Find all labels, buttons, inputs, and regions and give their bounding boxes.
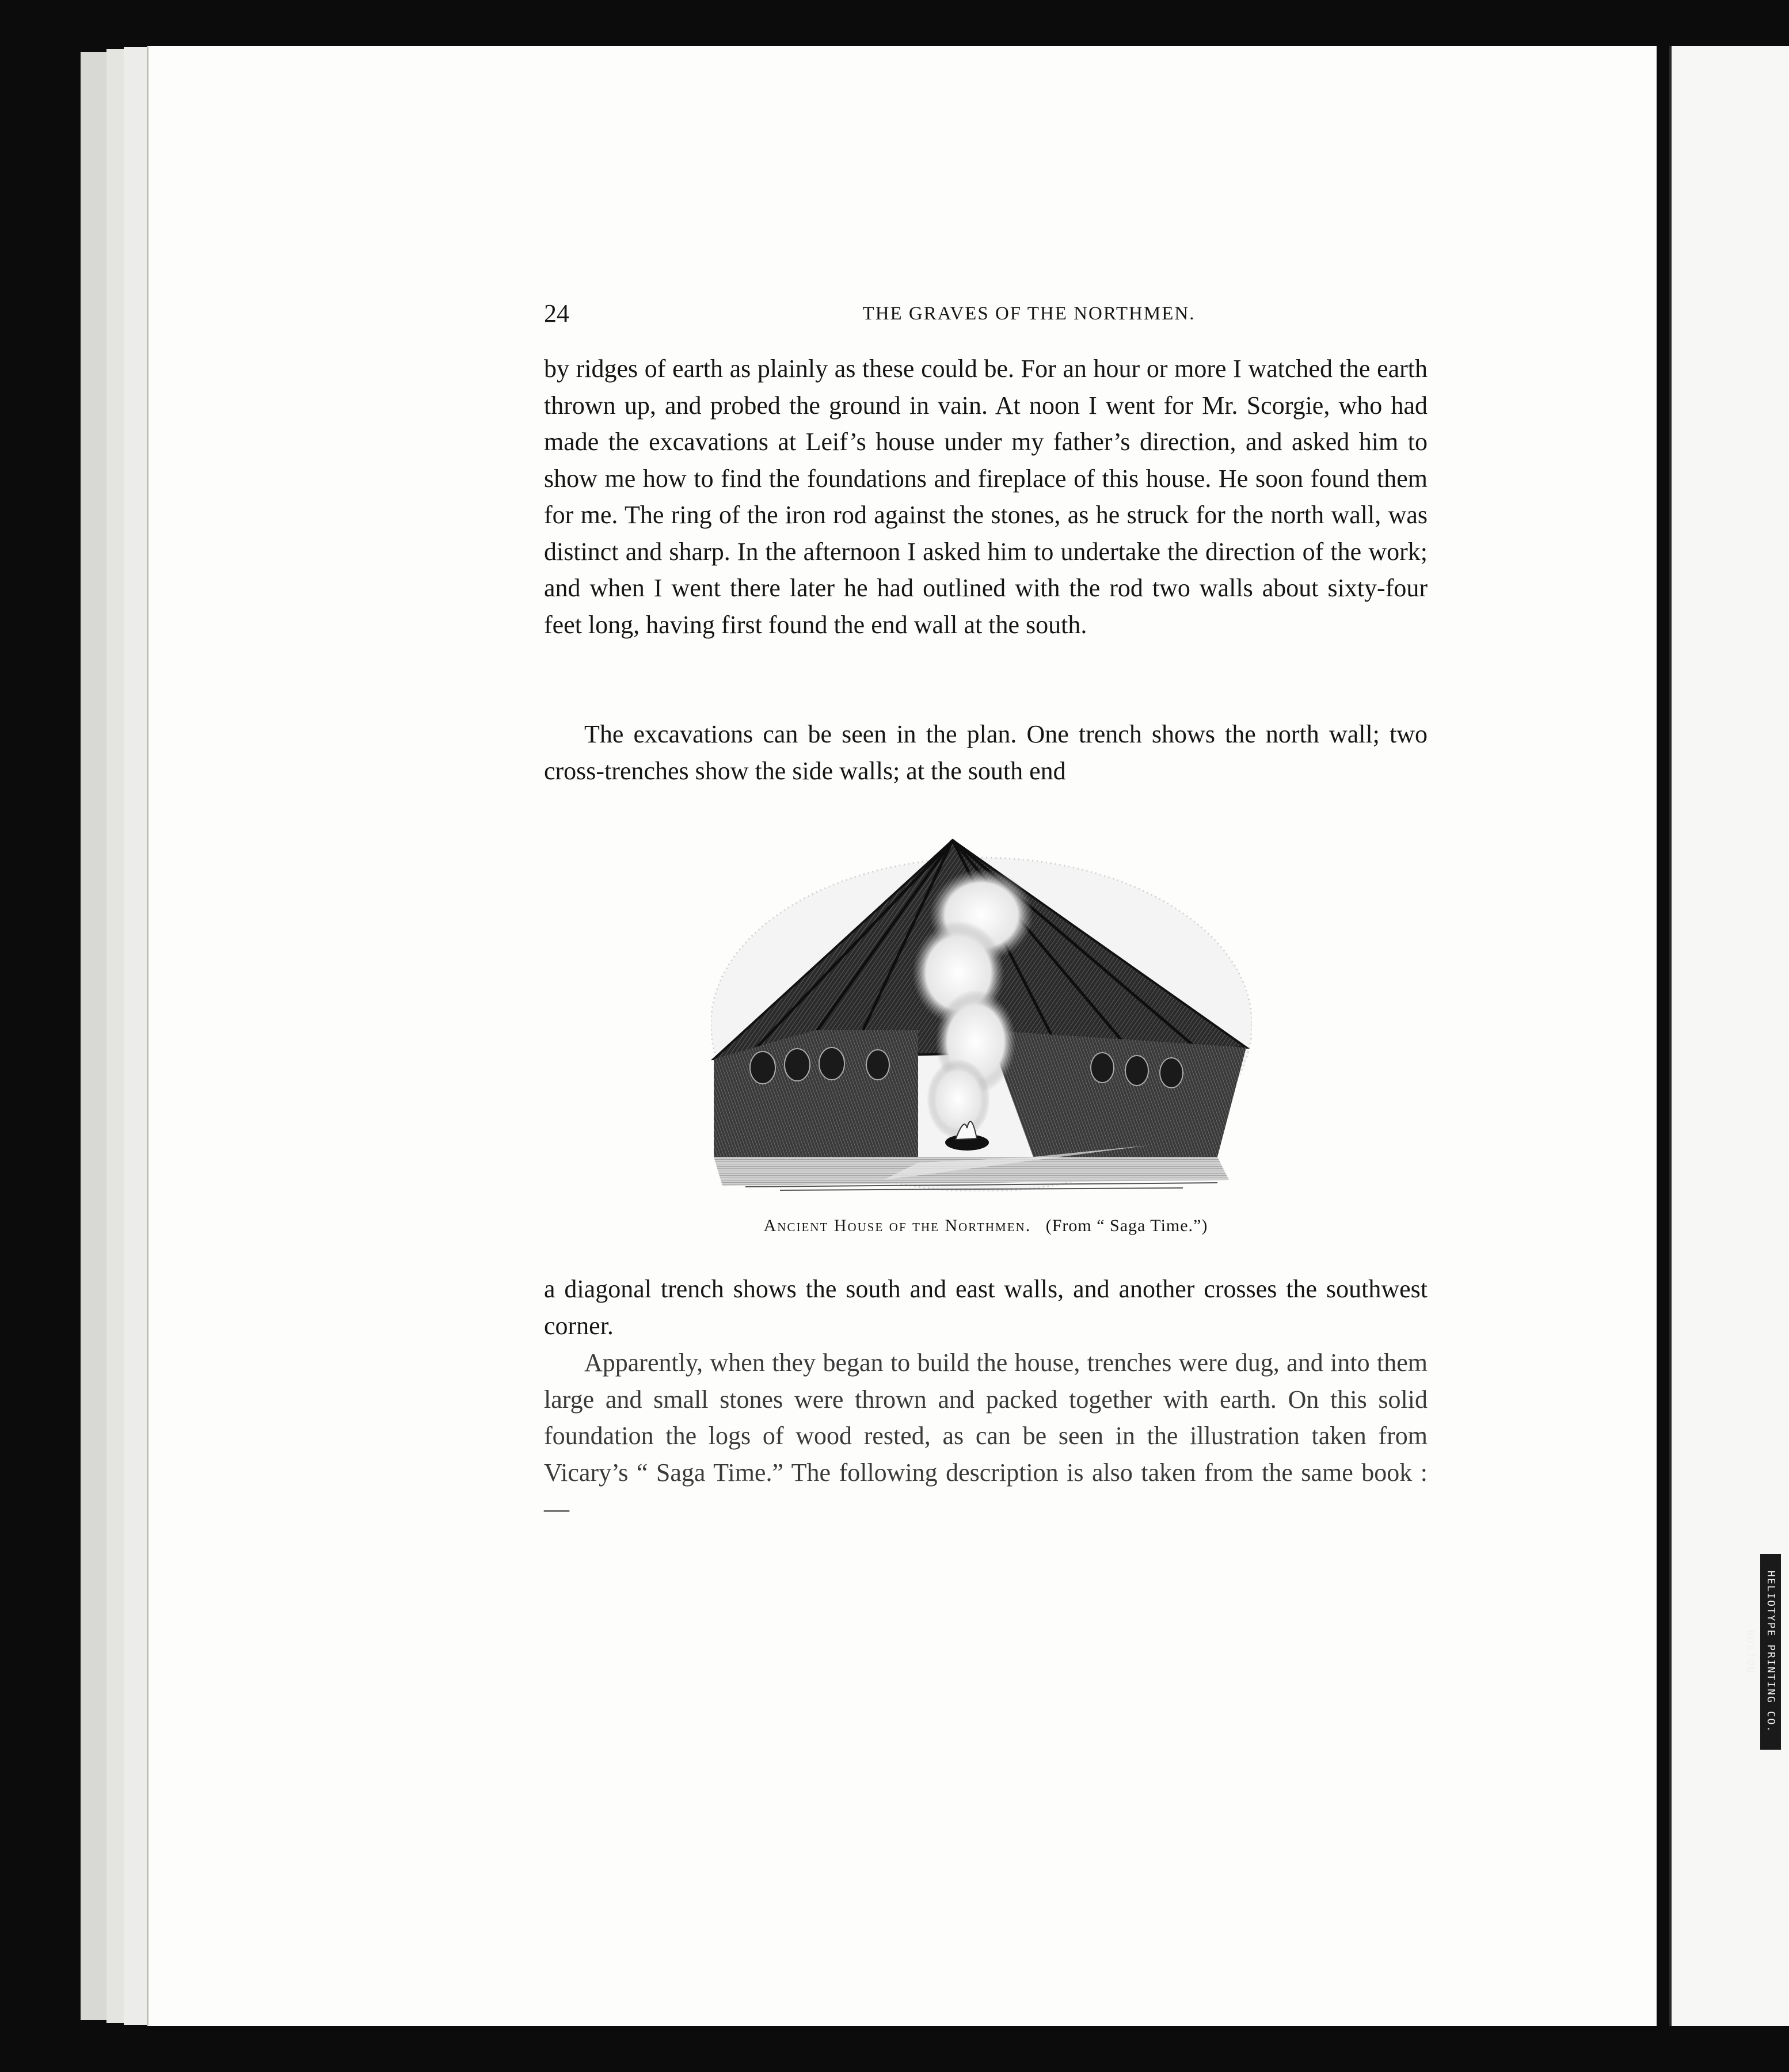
engraving-ancient-house-icon <box>711 835 1252 1191</box>
body-paragraph: by ridges of earth as plainly as these could be. For an hour or more I watched the earth thrown up, and probed the ground in vain. At noon I went for Mr. Scorgie, who had made the excavations at Leif’s house under my father’s direction, and asked him to show me how to find the foundations and fireplace of this house. He soon found them for me. The ring of the iron rod against the stones, as he struck for the north wall, was distinct and sharp. In the afternoon I asked him to undertake the direction of the work; and when I went there later he had outlined with the rod two walls about sixty-four feet long, having first found the end wall at the south. <box>544 355 1428 639</box>
body-paragraph: Apparently, when they began to build the house, trenches were dug, and into them large and small stones were thrown and packed together with earth. On this solid foundation the logs of wood rested, as can be seen in the illustration taken from Vicary’s “ Saga Time.” The following description is also taken from the same book : — <box>544 1349 1428 1523</box>
body-paragraph: a diagonal trench shows the south and east walls, and another crosses the southwest corner. <box>544 1275 1428 1340</box>
page-number: 24 <box>544 299 569 327</box>
running-head <box>544 296 1428 331</box>
body-paragraph: The excavations can be seen in the plan. One trench shows the north wall; two cross-trenches show the side walls; at the south end <box>544 720 1428 785</box>
running-title: THE GRAVES OF THE NORTHMEN. <box>862 303 1196 324</box>
printer-stamp-text: HELIOTYPE PRINTING CO. BOSTON <box>1744 1570 1777 1734</box>
caption-title: Ancient House of the Northmen. <box>763 1216 1031 1235</box>
figure-caption <box>544 1213 1428 1239</box>
caption-source: (From “ Saga Time.”) <box>1045 1216 1208 1235</box>
